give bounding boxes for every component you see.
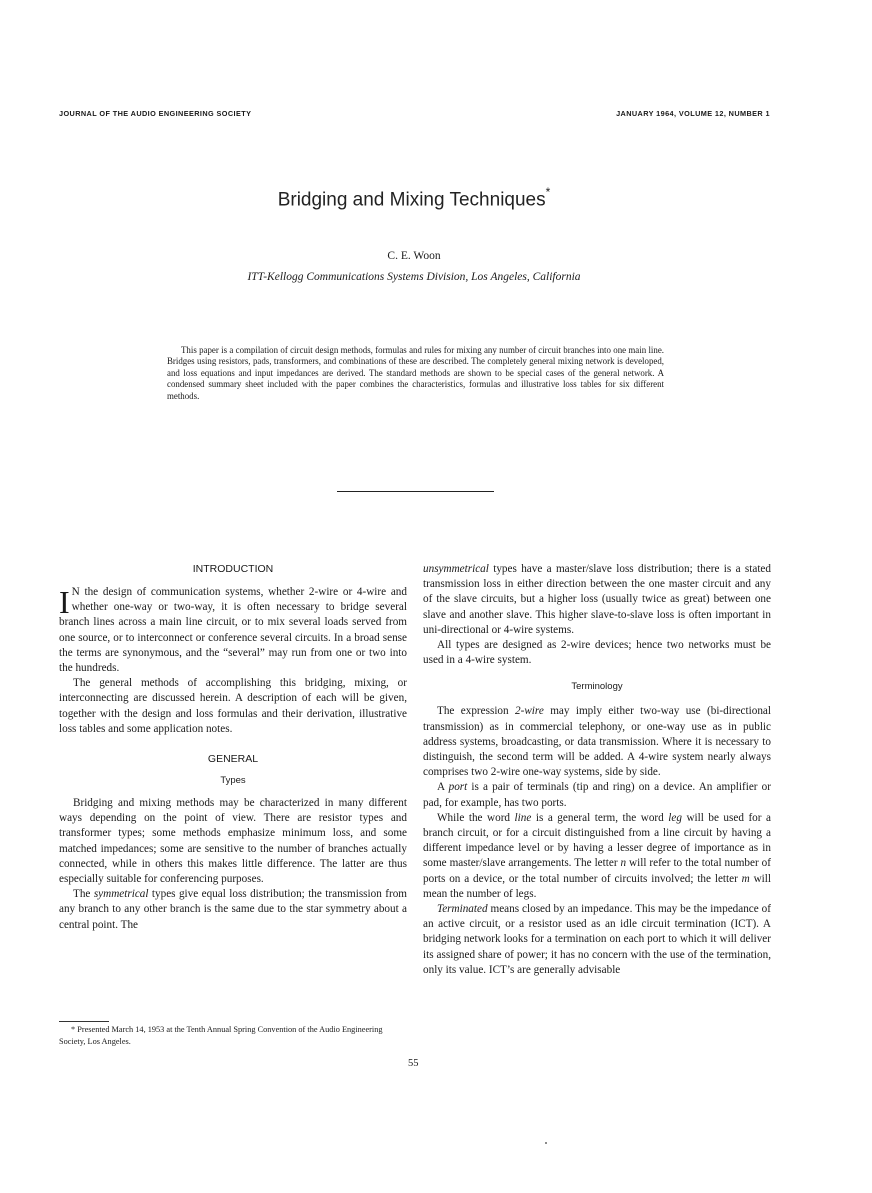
footnote-rule xyxy=(59,1021,109,1022)
author-name: C. E. Woon xyxy=(387,250,441,262)
emphasis: n xyxy=(620,857,627,870)
text-run: While the word xyxy=(437,811,515,824)
text-run: types have a master/slave loss distribution; there is a stated transmission loss in either direction between the one master circuit and any of the slave circuits, but a higher loss (usually twice as great) between one slave and another slave. This higher slave-to-slave loss is often important in uni-directional or 4-wire systems. xyxy=(423,563,771,636)
general-heading: GENERAL xyxy=(207,753,259,766)
author-affiliation: ITT-Kellogg Communications Systems Division, Los Angeles, California xyxy=(247,271,581,283)
general-paragraph-2 xyxy=(59,887,407,933)
four-wire-paragraph: All types are designed as 2-wire devices; hence two networks must be used in a 4-wire system. xyxy=(423,639,771,667)
abstract: This paper is a compilation of circuit design methods, formulas and rules for mixing any number of circuit branches into one main line. Bridges using resistors, pads, transformers, and combinations of these are described. The completely general mixing network is developed, and loss equations and input impedances are derived. The standard methods are shown to be special cases of the general network. A condensed summary sheet included with the paper combines the characteristics, formulas and illustrative loss tables for six different methods. xyxy=(167,345,664,401)
scan-speck xyxy=(545,1142,547,1144)
terminology-paragraph-3 xyxy=(423,811,771,902)
terminology-subheading: Terminology xyxy=(571,681,623,693)
emphasis: m xyxy=(741,872,750,885)
emphasis: Terminated xyxy=(437,903,488,916)
text-run: A xyxy=(437,781,449,794)
terminology-paragraph-1 xyxy=(423,704,771,780)
types-subheading: Types xyxy=(220,775,246,787)
section-divider xyxy=(337,491,494,492)
terminology-paragraph-2 xyxy=(423,780,771,810)
right-column xyxy=(423,562,771,978)
text-run: may imply either two-way use (bi-directional transmission) as in commercial telephony, or one-way use as in public address systems, broadcasting, or data transmission. Where it is necessary to distinguish, the second term will be added. A 4-wire system nearly always comprises two 2-wire one-way systems, side by side. xyxy=(423,705,771,779)
terminology-paragraph-4 xyxy=(423,902,771,978)
text-run: is a general term, the word xyxy=(531,811,669,824)
text-run: types give equal loss distribution; the transmission from any branch to any other branch is the same due to the star symmetry about a central point. The xyxy=(59,888,407,931)
emphasis: leg xyxy=(668,811,682,824)
text-run: means closed by an impedance. This may be the impedance of an active circuit, or a resistor used as an idle circuit termination (ICT). A bridging network looks for a termination on each port to which it will deliver its assigned share of power; it has no concern with the use of the termination, only its value. ICT’s are generally advisable xyxy=(423,903,771,976)
paper-title xyxy=(0,187,828,211)
title-footnote-mark: * xyxy=(545,185,551,199)
general-paragraph-1: Bridging and mixing methods may be characterized in many different ways depending on the point of view. There are resistor types and transformer types; some methods emphasize minimum loss, and some matched impedances; some are sensitive to the number of branches actually connected, while in others this makes little difference. The latter are thus especially suitable for conferencing purposes. xyxy=(59,797,407,886)
page-number: 55 xyxy=(408,1058,419,1069)
emphasis: port xyxy=(448,781,468,794)
left-column xyxy=(59,562,407,933)
text-run: will refer to the total number of ports on a device, or the total number of circuits involved; the letter xyxy=(423,857,771,885)
text-run: will mean the number of legs. xyxy=(423,872,772,900)
emphasis: symmetrical xyxy=(93,888,149,901)
emphasis: unsymmetrical xyxy=(423,563,489,575)
text-run: will be used for a branch circuit, or for a circuit distinguished from a line circuit by having a different impedance level or by having a lesser degree of importance as in some master/slave arrangements. The letter xyxy=(423,811,771,870)
unsymmetrical-paragraph xyxy=(423,562,771,638)
text-run: is a pair of terminals (tip and ring) on a device. An amplifier or pad, for example, has two ports. xyxy=(423,781,771,809)
drop-cap: I xyxy=(59,584,70,620)
emphasis: line xyxy=(514,811,532,824)
text-run: The expression xyxy=(437,705,516,718)
intro-heading: INTRODUCTION xyxy=(192,563,274,575)
emphasis: 2-wire xyxy=(515,705,544,718)
text-run: The xyxy=(73,888,94,901)
footnote: * Presented March 14, 1953 at the Tenth Annual Spring Convention of the Audio Engineering Society, Los Angeles. xyxy=(59,1025,383,1046)
journal-header: JOURNAL OF THE AUDIO ENGINEERING SOCIETY xyxy=(59,109,252,118)
paper-title-text: Bridging and Mixing Techniques xyxy=(277,189,546,211)
intro-p1-text: N the design of communication systems, whether 2-wire or 4-wire and whether one-way or two-way, it is often necessary to bridge several branch lines across a main line circuit, or to mix several loads served from one source, or to interconnect or conference several circuits. In a broad sense the terms are synonymous, and the “several” may run from one or two into the hundreds. xyxy=(59,586,407,675)
intro-paragraph-2: The general methods of accomplishing this bridging, mixing, or interconnecting are discussed herein. A description of each will be given, together with the design and loss formulas and their derivation, illustrative loss tables and some application notes. xyxy=(59,677,407,735)
intro-paragraph-1 xyxy=(59,585,407,676)
issue-header: JANUARY 1964, VOLUME 12, NUMBER 1 xyxy=(616,109,770,118)
